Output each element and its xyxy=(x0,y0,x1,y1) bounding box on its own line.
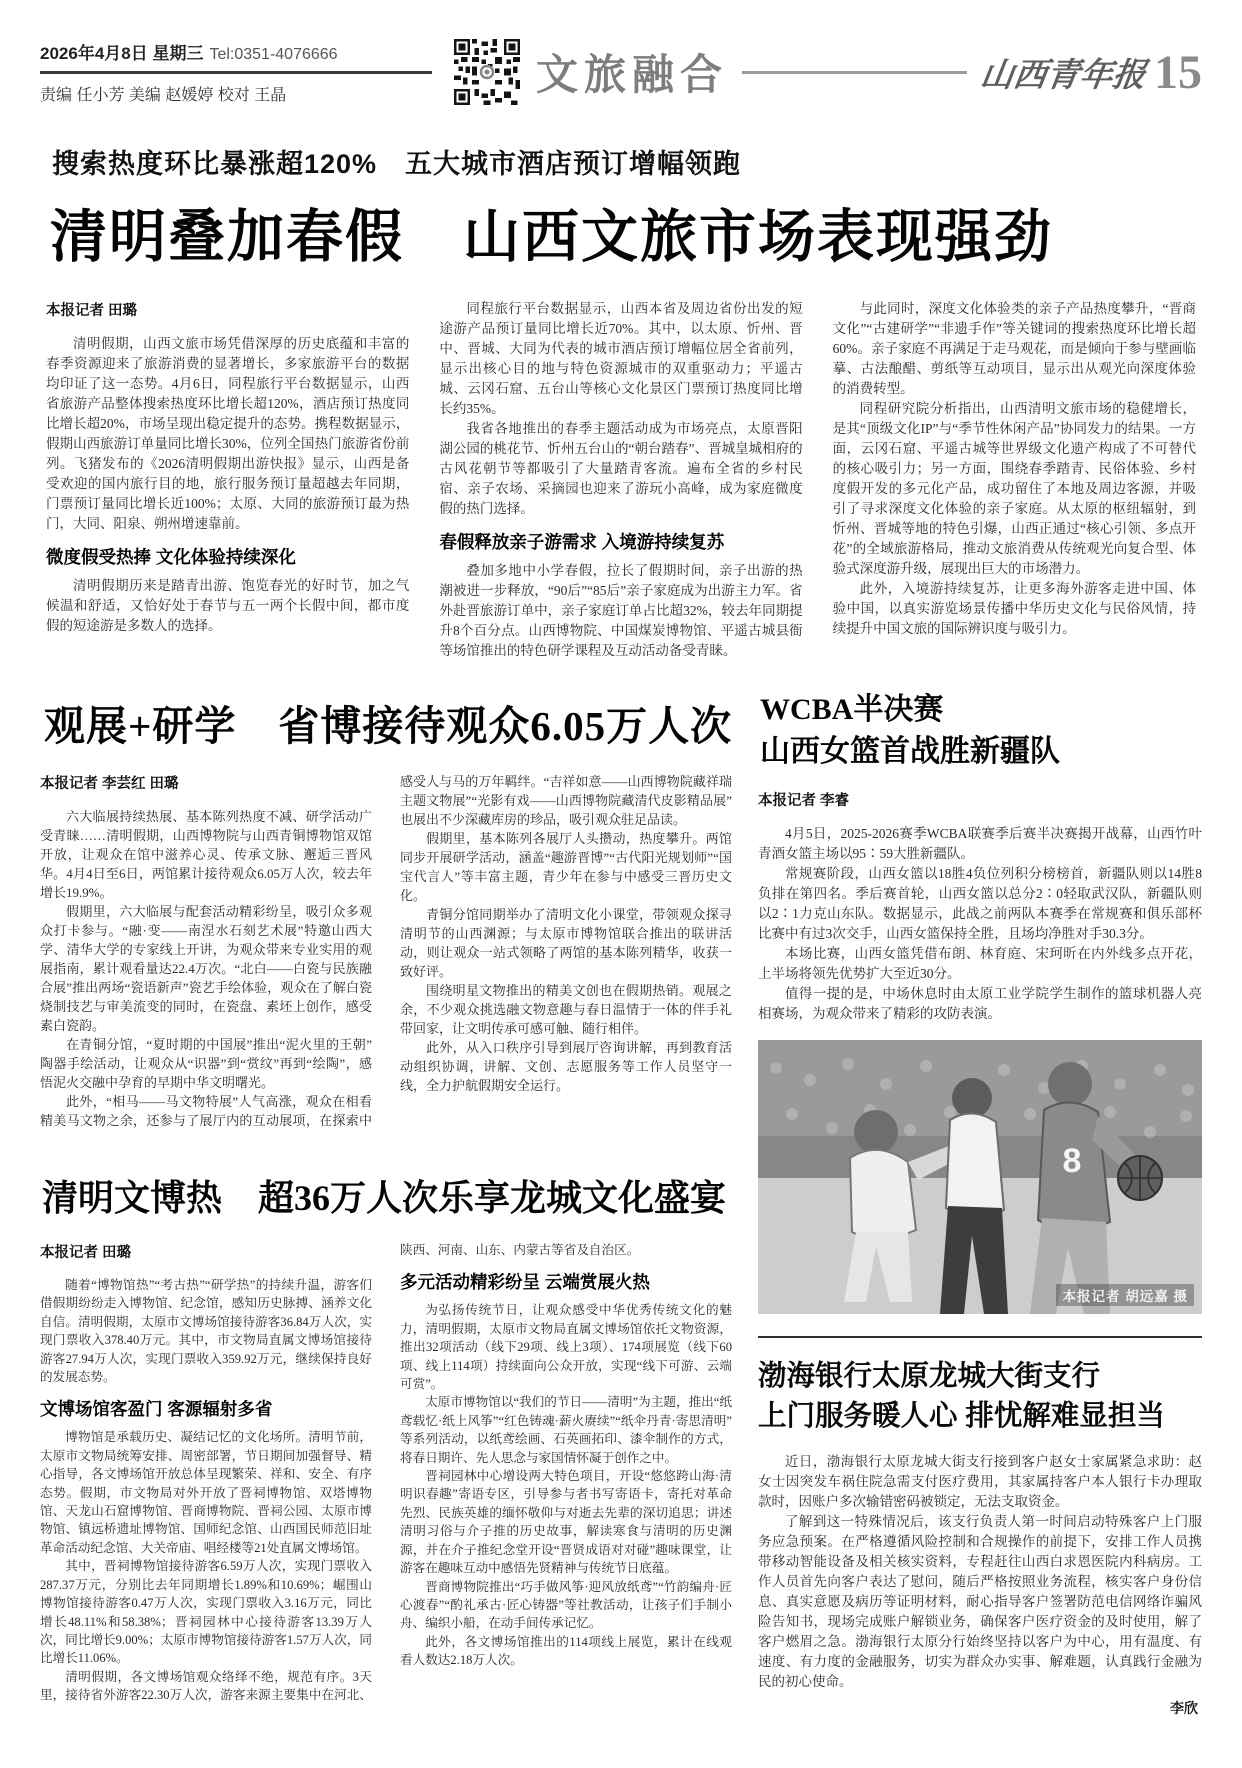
telephone: Tel:0351-4076666 xyxy=(209,46,338,63)
paragraph: 此外，从入口秩序引导到展厅咨询讲解，再到教育活动组织协调，讲解、文创、志愿服务等工作人员坚守一线，全力护航假期安全运行。 xyxy=(400,1040,732,1093)
paragraph: 晋祠园林中心增设两大特色项目，开设“悠悠跨山海·清明识春趣”寄语专区，引导参与者书写寄语卡，寄托对革命先烈、民族英雄的缅怀敬仰与对逝去先辈的深切追思；讲述清明习俗与介子推的历史故事，解读寒食与清明的历史渊源，并在介子推纪念堂开设“晋贤成语对对碰”趣味课堂，让游客在趣味互动中感悟先贤精神与传统节日底蕴。 xyxy=(400,1469,732,1576)
article-museum-byline: 本报记者 李芸红 田璐 xyxy=(40,776,179,792)
paragraph: 清明假期，各文博场馆观众络绎不绝，规范有序。3天里，接待省外游客22.30万人次，游客来源主要集中在河北、陕西、河南、山东、内蒙古等省及自治区。 xyxy=(40,1243,640,1703)
article-museum-headline: 观展+研学 省博接待观众6.05万人次 xyxy=(44,703,733,749)
paragraph: 我省各地推出的春季主题活动成为市场亮点，太原晋阳湖公园的桃花节、忻州五台山的“朝台踏春”、晋城皇城相府的古风花朝节等都吸引了大量踏青客流。遍布全省的乡村民宿、亲子农场、采摘园也迎来了游玩小高峰，成为家庭微度假的热门选择。 xyxy=(439,421,803,516)
headline-line-1: WCBA半决赛 xyxy=(760,693,944,726)
headline-line-2: 山西女篮首战胜新疆队 xyxy=(760,735,1060,768)
paragraph: 叠加多地中小学春假，拉长了假期时间，亲子出游的热潮被进一步释放，“90后”“85后”亲子家庭成为出游主力军。省外赴晋旅游订单中，亲子家庭订单占比超32%，较去年同期提升8个百分点。山西博物院、中国煤炭博物馆、平遥古城县衙等场馆推出的特色研学课程及互动活动备受青睐。 xyxy=(439,563,803,658)
subhead: 文博场馆客盈门 客源辐射多省 xyxy=(40,1399,273,1420)
article-wenbo xyxy=(40,1170,732,1768)
left-column xyxy=(40,679,732,1768)
headline-line-1: 渤海银行太原龙城大街支行 xyxy=(758,1360,1101,1392)
wcba-photo xyxy=(758,1040,1202,1314)
paragraph: 太原市博物馆以“我们的节日——清明”为主题，推出“纸鸢载忆·纸上风筝”“红色铸魂·薪火赓续”“纸伞丹青·寄思清明”等系列活动，以纸鸢绘画、石英画拓印、漆伞制作的方式，将春日期许、先人思念与家国情怀凝于创作之中。 xyxy=(400,1395,732,1465)
page-header xyxy=(40,30,1202,114)
section-divider xyxy=(758,1336,1202,1338)
date: 2026年4月8日 星期三 xyxy=(40,44,204,63)
paragraph: 假期里，六大临展与配套活动精彩纷呈，吸引众多观众打卡参与。“融·变——南涅水石刻艺术展”特邀山西大学、清华大学的专家线上开讲，为观众带来专业实用的观展指南，累计观看量达22.4万次。“北白——白瓷与民族融合展”推出两场“瓷语新声”瓷艺手绘体验，观众在了解白瓷烧制技艺与审美流变的同时，在瓷盘、素坯上创作，感受素白瓷韵。 xyxy=(40,904,372,1033)
article-main xyxy=(40,142,1202,661)
article-bank xyxy=(758,1356,1202,1718)
subhead: 多元活动精彩纷呈 云端赏展火热 xyxy=(400,1272,650,1293)
header-rule xyxy=(742,71,967,74)
article-museum-body xyxy=(40,772,732,1144)
subhead: 微度假受热捧 文化体验持续深化 xyxy=(46,547,296,567)
paragraph: 同程研究院分析指出，山西清明文旅市场的稳健增长，是其“顶级文化IP”与“季节性休闲产品”协同发力的结果。一方面，云冈石窟、平遥古城等世界级文化遗产构成了不可替代的核心吸引力；另一方面，围绕春季踏青、民俗体验、乡村度假开发的多元化产品，成功留住了本地及周边客源，并吸引了寻求深度文化体验的亲子家庭。从太原的枢纽辐射，到忻州、晋城等地的特色引爆，山西正通过“核心引领、多点开花”的全域旅游格局，推动文旅消费从传统观光向复合型、体验式深度游升级，展现出巨大的市场潜力。 xyxy=(832,401,1196,576)
paragraph: 此外，入境游持续复苏，让更多海外游客走进中国、体验中国，以真实游览场景传播中华历史文化与民俗风情，持续提升中国文旅的国际辨识度与吸引力。 xyxy=(832,581,1196,636)
paragraph: 此外，“相马——马文物特展”人气高涨，观众在相看精美马文物之余，还参与了展厅内的互动展项，在探索中感受人与马的万年羁绊。“吉祥如意——山西博物院藏祥瑞主题文物展”“光影有戏——山西博物院藏清代皮影精品展”也展出不少深藏库房的珍品，吸引观众驻足品读。 xyxy=(40,774,732,1128)
paragraph: 常规赛阶段，山西女篮以18胜4负位列积分榜榜首，新疆队则以14胜8负排在第四名。季后赛首轮，山西女篮以总分2∶0轻取武汉队，新疆队则以2∶1力克山东队。数据显示，此战之前两队本赛季在常规赛和俱乐部杯比赛中有过3次交手，山西女篮保持全胜，且场均净胜对手30.3分。 xyxy=(758,866,1202,941)
paragraph: 清明假期历来是踏青出游、饱览春光的好时节，加之气候温和舒适，又恰好处于春节与五一两个长假中间，都市度假的短途游是多数人的选择。 xyxy=(46,578,410,633)
newspaper-masthead: 山西青年报 xyxy=(977,54,1149,94)
paragraph: 清明假期，山西文旅市场凭借深厚的历史底蕴和丰富的春季资源迎来了旅游消费的显著增长，多家旅游平台的数据均印证了这一态势。4月6日，同程旅行平台数据显示，山西省旅游产品整体搜索热度环比增长超120%，酒店预订热度同比增长超20%，市场呈现出稳定提升的态势。携程数据显示，假期山西旅游订单量同比增长30%，位列全国热门旅游省份前列。飞猪发布的《2026清明假期出游快报》显示，山西是备受欢迎的国内旅行目的地，旅行服务预订量超越去年同期，门票预订量同比增长近100%；太原、大同的旅游预订最为热门，大同、阳泉、朔州增速靠前。 xyxy=(46,336,410,531)
subhead: 春假释放亲子游需求 入境游持续复苏 xyxy=(439,532,725,552)
article-bank-body xyxy=(758,1452,1202,1718)
basketball-game-image xyxy=(758,1040,1202,1314)
paragraph: 近日，渤海银行太原龙城大街支行接到客户赵女士家属紧急求助：赵女士因突发车祸住院急需支付医疗费用，其家属持客户本人银行卡办理取款时，因账户多次输错密码被锁定，无法支取资金。 xyxy=(758,1454,1202,1509)
article-wcba xyxy=(758,689,1202,1024)
paragraph: 六大临展持续热展、基本陈列热度不减、研学活动广受青睐……清明假期，山西博物院与山西青铜博物馆双馆开放，让观众在馆中滋养心灵、传承文脉、邂逅三晋风华。4月4日至6日，两馆累计接待观众6.05万人次，较去年增长19.9%。 xyxy=(40,809,372,900)
paragraph: 为弘扬传统节日，让观众感受中华优秀传统文化的魅力，清明假期，太原市文物局直属文博场馆依托文物资源，推出32项活动（线下29项、线上3项）、174项展览（线下60项、线上114项）持续面向公众开放，实现“线下可游、云端可赏”。 xyxy=(400,1303,732,1392)
article-wcba-headline xyxy=(760,689,1202,773)
photo-credit: 本报记者 胡远嘉 摄 xyxy=(1056,1284,1194,1306)
date-line xyxy=(40,39,432,74)
page-number: 15 xyxy=(1154,45,1202,99)
paragraph: 本场比赛，山西女篮凭借布朗、林育庭、宋珂昕在内外线多点开花，上半场将领先优势扩大至近30分。 xyxy=(758,946,1202,981)
headline-line-2: 上门服务暖人心 排忧解难显担当 xyxy=(758,1400,1165,1432)
paragraph: 同程旅行平台数据显示，山西本省及周边省份出发的短途游产品预订量同比增长近70%。其中，以太原、忻州、晋中、晋城、大同为代表的城市酒店预订增幅位居全省前列，显示出核心目的地与特色资源城市的双重驱动力；平遥古城、云冈石窟、五台山等核心文化景区门票预订热度同比增长约35%。 xyxy=(439,301,803,416)
paragraph: 其中，晋祠博物馆接待游客6.59万人次，实现门票收入287.37万元，分别比去年同期增长1.89%和10.69%；崛围山博物馆接待游客0.47万人次，实现门票收入3.16万元，同比增长48.11%和58.38%；晋祠园林中心接待游客13.39万人次，同比增长9.00%；太原市博物馆接待游客1.57万人次，同比增长11.06%。 xyxy=(40,1559,372,1666)
paragraph: 围绕明星文物推出的精美文创也在假期热销。观展之余，不少观众挑选融文物意趣与春日温情于一体的伴手礼带回家，让文明传承可感可触、随行相伴。 xyxy=(400,983,732,1036)
article-main-headline: 清明叠加春假 山西文旅市场表现强劲 xyxy=(50,206,1053,269)
header-right xyxy=(454,39,1202,105)
paragraph: 随着“博物馆热”“考古热”“研学热”的持续升温，游客们借假期纷纷走入博物馆、纪念馆，感知历史脉搏、涵养文化自信。清明假期，太原市文博场馆接待游客36.84万人次，实现门票收入378.40万元。其中，市文物局直属文博场馆接待游客27.94万人次，实现门票收入359.92万元，继续保持良好的发展态势。 xyxy=(40,1278,372,1385)
editors-line: 责编 任小芳 美编 赵媛婷 校对 王晶 xyxy=(40,87,287,104)
paragraph: 值得一提的是，中场休息时由太原工业学院学生制作的篮球机器人亮相赛场，为观众带来了精彩的攻防表演。 xyxy=(758,986,1202,1021)
paragraph: 与此同时，深度文化体验类的亲子产品热度攀升，“晋商文化”“古建研学”“非遗手作”等关键词的搜索热度环比增长超60%。亲子家庭不再满足于走马观花，而是倾向于参与壁画临摹、古法酿醋、剪纸等互动项目，显示出从观光向深度体验的消费转型。 xyxy=(832,301,1196,396)
svg-text:8: 8 xyxy=(1062,1142,1082,1180)
paragraph: 博物馆是承载历史、凝结记忆的文化场所。清明节前，太原市文物局统筹安排、周密部署，节日期间加强督导、精心指导，各文博场馆开放总体呈现繁荣、祥和、安全、有序态势。假期，市文物局对外开放了晋祠博物馆、双塔博物馆、天龙山石窟博物馆、晋商博物院、晋祠公园、太原市博物馆、镇远桥遗址博物馆、国师纪念馆、山西国民师范旧址革命活动纪念馆、大关帝庙、唱经楼等21处直属文博场馆。 xyxy=(40,1430,372,1555)
article-wcba-byline: 本报记者 李睿 xyxy=(758,793,850,809)
right-column xyxy=(758,679,1202,1768)
article-main-byline: 本报记者 田璐 xyxy=(46,303,138,319)
paragraph: 晋商博物院推出“巧手做风筝·迎风放纸鸢”“竹韵编舟·匠心渡春”“酌礼承古·匠心铸器”等社教活动，让孩子们手制小舟、编织小船，在动手间传承记忆。 xyxy=(400,1579,732,1631)
article-main-body xyxy=(40,299,1202,661)
article-wcba-body xyxy=(758,789,1202,1024)
section-title: 文旅融合 xyxy=(536,51,729,98)
qr-code-icon xyxy=(454,39,520,105)
article-museum xyxy=(40,693,732,1144)
paragraph: 此外，各文博场馆推出的114项线上展览，累计在线观看人数达2.18万人次。 xyxy=(400,1634,732,1668)
article-bank-headline xyxy=(758,1356,1202,1436)
article-wenbo-headline: 清明文博热 超36万人次乐享龙城文化盛宴 xyxy=(42,1178,727,1218)
paragraph: 在青铜分馆，“夏时期的中国展”推出“泥火里的王朝”陶器手绘活动，让观众从“识器”到“赏纹”再到“绘陶”，感悟泥火交融中孕育的早期中华文明曙光。 xyxy=(40,1037,372,1090)
paragraph: 青铜分馆同期举办了清明文化小课堂，带领观众探寻清明节的山西渊源；与太原市博物馆联合推出的联讲活动，则让观众一站式领略了两馆的基本陈列精华，收获一致好评。 xyxy=(400,907,732,979)
article-wenbo-body xyxy=(40,1241,732,1768)
article-main-kicker: 搜索热度环比暴涨超120% 五大城市酒店预订增幅领跑 xyxy=(52,149,742,179)
article-wenbo-byline: 本报记者 田璐 xyxy=(40,1245,132,1261)
paragraph: 假期里，基本陈列各展厅人头攒动，热度攀升。两馆同步开展研学活动，涵盖“趣游晋博”“古代阳光规划师”“国宝代言人”等丰富主题，青少年在参与中感受三晋历史文化。 xyxy=(400,831,732,903)
lower-section xyxy=(40,679,1202,1768)
author-signature: 李欣 xyxy=(1170,1700,1198,1716)
paragraph: 了解到这一特殊情况后，该支行负责人第一时间启动特殊客户上门服务应急预案。在严格遵循风险控制和合规操作的前提下，安排工作人员携带移动智能设备及相关核实资料，专程赶往山西白求恩医院内科病房。工作人员首先向客户表达了慰问，随后严格按照业务流程，核实客户身份信息、真实意愿及病历等证明材料，耐心指导客户签署防范电信网络诈骗风险告知书，现场完成账户解锁业务，确保客户医疗资金的及时使用，解了客户燃眉之急。渤海银行太原分行始终坚持以客户为中心，用有温度、有速度、有力度的金融服务，切实为群众办实事、解难题，认真践行金融为民的初心使命。 xyxy=(758,1514,1202,1689)
header-left xyxy=(40,39,432,105)
paragraph: 4月5日，2025-2026赛季WCBA联赛季后赛半决赛揭开战幕，山西竹叶青酒女篮主场以95∶59大胜新疆队。 xyxy=(758,826,1202,861)
